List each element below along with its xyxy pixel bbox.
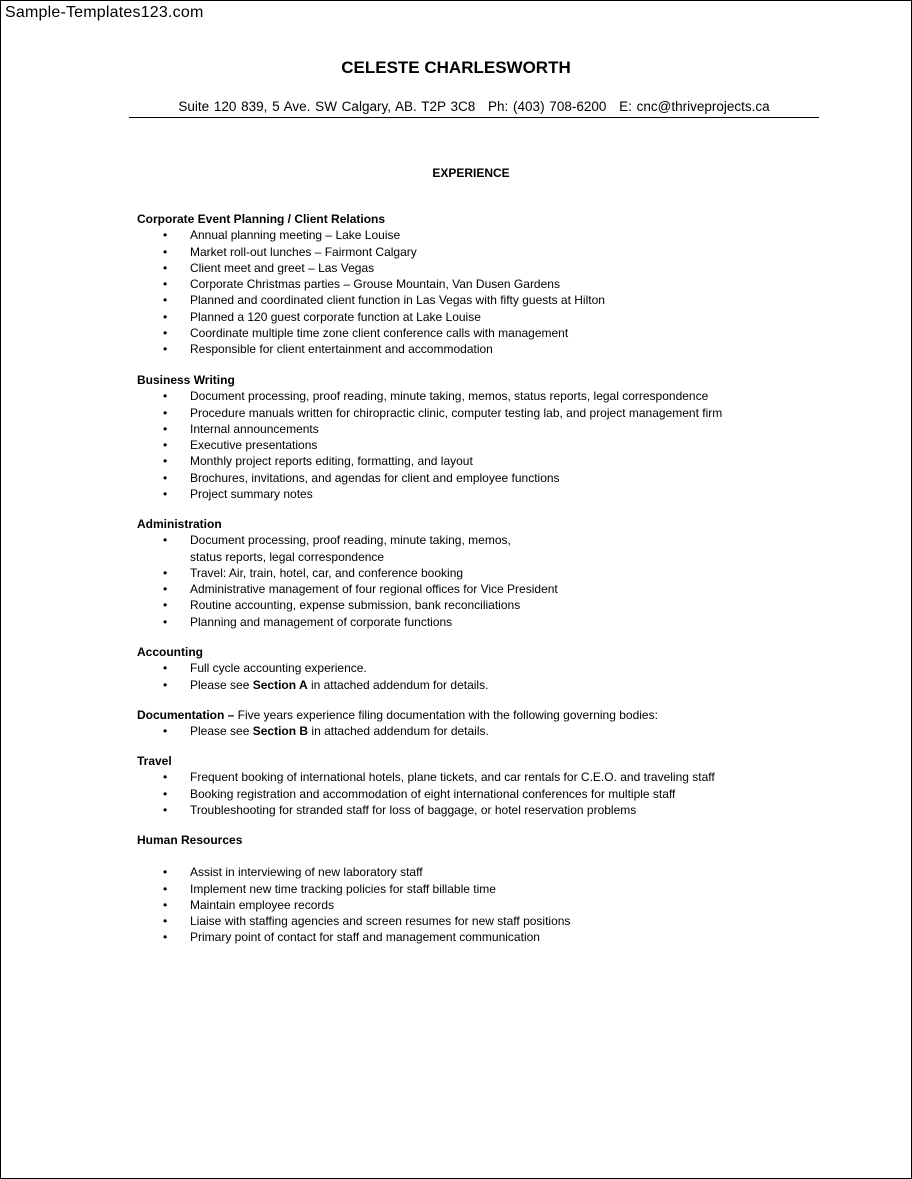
- section-reference: Section B: [252, 724, 309, 739]
- address: Suite 120 839, 5 Ave. SW Calgary, AB. T2P 3C8: [178, 99, 476, 114]
- spacer: [137, 848, 837, 864]
- list-item: • Document processing, proof reading, minute taking, memos, status reports, legal correspondence: [137, 388, 837, 404]
- list-item: • Travel: Air, train, hotel, car, and conference booking: [137, 565, 837, 581]
- list-item: • Troubleshooting for stranded staff for loss of baggage, or hotel reservation problems: [137, 802, 837, 818]
- email: E: cnc@thriveprojects.ca: [619, 99, 770, 114]
- list-item: • Liaise with staffing agencies and screen resumes for new staff positions: [137, 913, 837, 929]
- list-item: • Frequent booking of international hotels, plane tickets, and car rentals for C.E.O. and traveling staff: [137, 769, 837, 785]
- list-item: • Annual planning meeting – Lake Louise: [137, 227, 837, 243]
- phone: Ph: (403) 708-6200: [488, 99, 607, 114]
- list-item: • Internal announcements: [137, 421, 837, 437]
- section-heading: Human Resources: [137, 833, 243, 847]
- list-item: [137, 723, 837, 739]
- bullet-list: [137, 723, 837, 739]
- list-item: • Responsible for client entertainment and accommodation: [137, 341, 837, 357]
- section-event-planning: [137, 211, 837, 358]
- section-heading-line: [137, 707, 837, 723]
- list-item: • Executive presentations: [137, 437, 837, 453]
- list-item: • Planned a 120 guest corporate function at Lake Louise: [137, 309, 837, 325]
- text-segment: Please see: [190, 724, 253, 739]
- section-administration: [137, 516, 837, 630]
- list-item: • Client meet and greet – Las Vegas: [137, 260, 837, 276]
- section-heading: Corporate Event Planning / Client Relations: [137, 212, 386, 226]
- text-segment: in attached addendum for details.: [307, 677, 489, 692]
- list-item: • Project summary notes: [137, 486, 837, 502]
- list-item: • Monthly project reports editing, formatting, and layout: [137, 453, 837, 469]
- section-human-resources: [137, 832, 837, 946]
- text-segment: Please see: [190, 677, 253, 692]
- bullet-list: [137, 769, 837, 818]
- list-item: • Assist in interviewing of new laboratory staff: [137, 864, 837, 880]
- list-item: • Procedure manuals written for chiropractic clinic, computer testing lab, and project management firm: [137, 405, 837, 421]
- list-item: • Planning and management of corporate functions: [137, 614, 837, 630]
- section-description: Five years experience filing documentation with the following governing bodies:: [234, 708, 658, 722]
- section-travel: [137, 753, 837, 818]
- list-item: • Coordinate multiple time zone client conference calls with management: [137, 325, 837, 341]
- list-item: • Corporate Christmas parties – Grouse Mountain, Van Dusen Gardens: [137, 276, 837, 292]
- list-item: [137, 677, 837, 693]
- list-item: [137, 532, 837, 565]
- bullet-list: [137, 532, 837, 630]
- list-item: • Administrative management of four regional offices for Vice President: [137, 581, 837, 597]
- list-item: • Implement new time tracking policies for staff billable time: [137, 881, 837, 897]
- text-segment: in attached addendum for details.: [308, 724, 489, 739]
- section-documentation: [137, 707, 837, 740]
- list-item: • Maintain employee records: [137, 897, 837, 913]
- section-heading: Travel: [137, 754, 172, 768]
- section-heading: Documentation –: [137, 708, 235, 722]
- candidate-name: CELESTE CHARLESWORTH: [341, 58, 571, 77]
- list-item: • Booking registration and accommodation of eight international conferences for multiple staff: [137, 786, 837, 802]
- bullet-list: [137, 864, 837, 945]
- experience-title: EXPERIENCE: [432, 166, 510, 180]
- section-business-writing: [137, 372, 837, 502]
- list-item: • Routine accounting, expense submission, bank reconciliations: [137, 597, 837, 613]
- list-item: • Full cycle accounting experience.: [137, 660, 837, 676]
- list-item-line: status reports, legal correspondence: [190, 549, 385, 564]
- list-item: • Brochures, invitations, and agendas for client and employee functions: [137, 470, 837, 486]
- watermark: Sample-Templates123.com: [5, 4, 204, 21]
- bullet-list: [137, 660, 837, 693]
- contact-line: [129, 99, 819, 118]
- bullet-list: [137, 388, 837, 502]
- section-heading: Accounting: [137, 645, 203, 659]
- list-item: • Planned and coordinated client function in Las Vegas with fifty guests at Hilton: [137, 292, 837, 308]
- section-heading: Business Writing: [137, 373, 235, 387]
- section-reference: Section A: [252, 677, 308, 692]
- list-item-line: Document processing, proof reading, minute taking, memos,: [190, 533, 511, 548]
- bullet-list: [137, 227, 837, 357]
- list-item: • Market roll-out lunches – Fairmont Calgary: [137, 244, 837, 260]
- list-item: • Primary point of contact for staff and management communication: [137, 929, 837, 945]
- section-accounting: [137, 644, 837, 693]
- section-heading: Administration: [137, 517, 222, 531]
